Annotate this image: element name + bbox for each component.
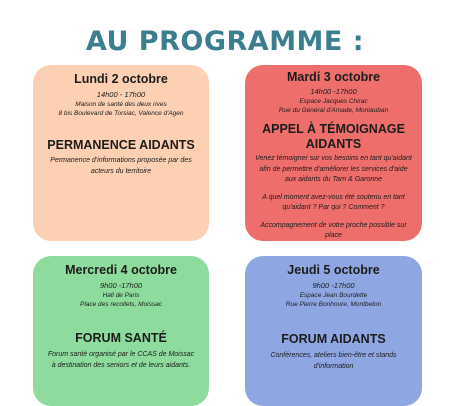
- event-description-line: Venez témoigner sur vos besoins en tant qu'aidant: [255, 155, 412, 162]
- event-hours: 9h00 -17h00: [99, 281, 143, 290]
- event-hours: 9h00 -17h00: [312, 281, 355, 290]
- event-description-line: acteurs du territoire: [90, 167, 152, 175]
- page-title: AU PROGRAMME :: [85, 26, 365, 57]
- event-address: Rue du Général d'Amade, Montauban: [278, 107, 389, 114]
- event-question-line: A quel moment avez-vous été soutenu en tant: [262, 193, 405, 201]
- event-hours: 14h00 - 17h00: [96, 90, 146, 99]
- event-venue: Hall de Paris: [102, 292, 140, 299]
- event-address: 8 bis Boulevard de Torsiac, Valence d'Agen: [58, 110, 184, 117]
- event-address: Rue Pierre Bonhoure, Montbeton: [285, 301, 382, 308]
- event-card-tuesday: [245, 65, 422, 241]
- event-title: APPEL À TÉMOIGNAGE: [262, 122, 405, 136]
- event-card-thursday: [245, 256, 422, 406]
- event-description-line: d'information: [313, 362, 354, 370]
- event-description-line: Permanence d'informations proposée par des: [50, 157, 192, 164]
- event-description-line: Conférences, ateliers bien-être et stands: [270, 352, 397, 359]
- event-venue: Espace Jean Bourdette: [299, 292, 368, 299]
- event-note-line: place: [325, 232, 342, 239]
- event-description-line: à destination des seniors et de leurs aidants.: [51, 361, 191, 369]
- event-day: Mercredi 4 octobre: [65, 263, 177, 277]
- event-card-wednesday: [33, 256, 209, 406]
- event-day: Jeudi 5 octobre: [287, 263, 380, 277]
- event-venue: Maison de santé des deux rives: [75, 101, 167, 108]
- event-day: Lundi 2 octobre: [74, 72, 168, 86]
- event-title: PERMANENCE AIDANTS: [47, 138, 195, 152]
- event-card-monday: [33, 65, 209, 241]
- event-description-line: Forum santé organisé par le CCAS de Moissac: [47, 351, 195, 358]
- event-day: Mardi 3 octobre: [286, 70, 381, 84]
- event-description-line: afin de permettre d'améliorer les services d'aide: [259, 165, 408, 173]
- event-title: FORUM AIDANTS: [281, 332, 386, 346]
- event-hours: 14h00 -17h00: [310, 87, 357, 96]
- event-title: FORUM SANTÉ: [75, 331, 167, 345]
- event-question-line: qu'aidant ? Par qui ? Comment ?: [282, 204, 385, 211]
- event-venue: Espace Jacques Chirac: [299, 98, 368, 105]
- event-note-line: Accompagnement de votre proche possible sur: [260, 221, 407, 229]
- event-description-line: aux aidants du Tarn & Garonne: [284, 176, 383, 183]
- event-title-line-2: AIDANTS: [305, 137, 362, 151]
- event-address: Place des recollets, Moissac: [79, 301, 162, 308]
